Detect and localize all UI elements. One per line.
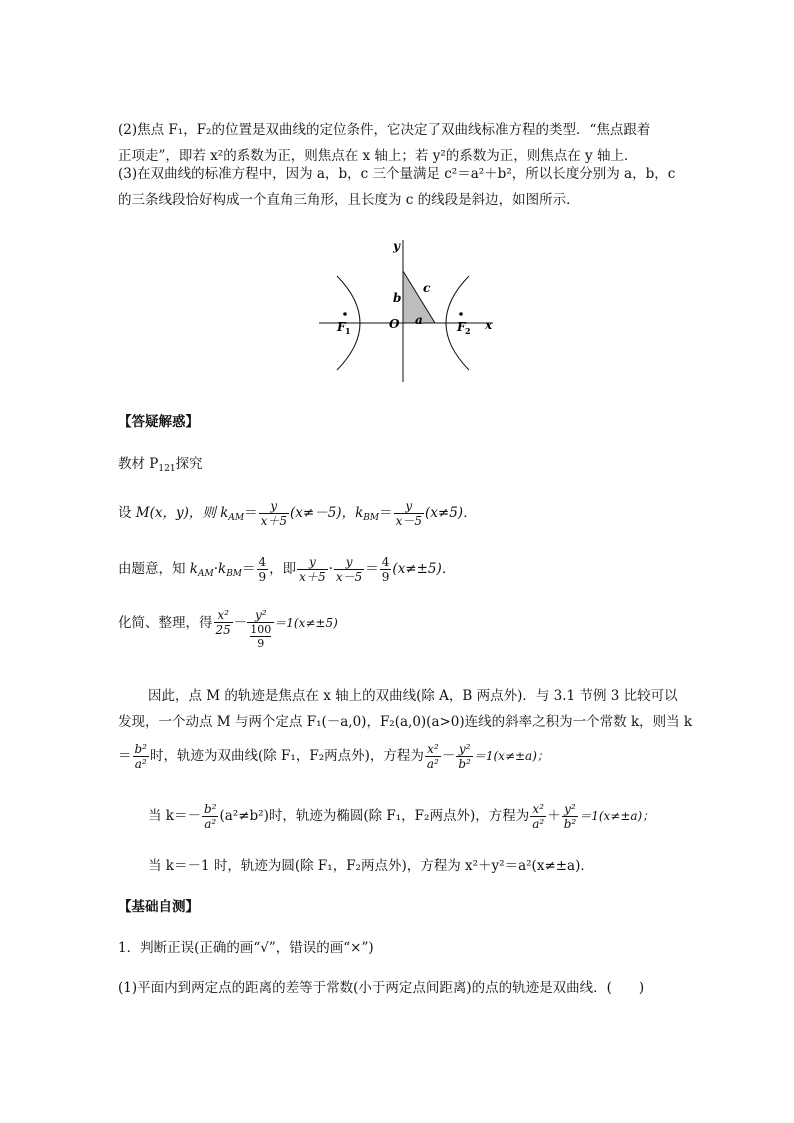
hyperbola-figure — [315, 236, 505, 384]
f1-label: F — [337, 320, 346, 334]
eq1-frac1-num: y — [259, 499, 289, 514]
equation-product — [118, 552, 678, 586]
y-axis-label: y — [393, 239, 400, 253]
eq3-f2-den-den: 9 — [257, 637, 265, 650]
eq2-pre: 由题意，知 — [118, 561, 190, 577]
pa3-minus: － — [441, 748, 456, 764]
pa3-mid: 时，轨迹为双曲线(除 F₁，F₂两点外)，方程为 — [150, 748, 424, 764]
pb-frac3 — [562, 802, 579, 831]
textbook-ref-text: 教材 P — [118, 456, 159, 472]
pb-f1-num: b² — [203, 802, 217, 816]
c-label: c — [423, 281, 431, 295]
paragraph-a-line3 — [118, 736, 678, 776]
eq2-dot1: · — [213, 561, 218, 577]
eq1-k2: k — [355, 505, 364, 521]
eq3-tail: ＝1(x≠±5) — [274, 616, 338, 630]
eq3-frac2 — [247, 606, 274, 650]
eq2-sub-am: AM — [197, 569, 214, 579]
pb-f2-den: a² — [532, 817, 545, 831]
eq1-frac1 — [259, 499, 289, 528]
equation-slopes — [118, 496, 678, 530]
eq2-frac3-num: 4 — [381, 555, 390, 569]
eq1-coords: (x，y)，则 — [149, 505, 221, 521]
pb-f3-num: y² — [562, 802, 579, 817]
eq3-f2-num: y² — [247, 608, 274, 623]
section-basic-heading: 【基础自测】 — [118, 899, 199, 915]
eq3-minus: － — [233, 615, 248, 631]
eq3-pre: 化简、整理，得 — [118, 615, 213, 631]
eq3-f1-num: x² — [214, 608, 233, 623]
eq2-f2-den: x－5 — [335, 570, 363, 584]
pa3-f2-num: x² — [425, 742, 441, 757]
pa3-f3-num: y² — [456, 742, 473, 757]
eq1-cond2: (x≠5)． — [425, 505, 477, 521]
x-axis-label: x — [485, 318, 493, 332]
pa3-f1-num: b² — [134, 742, 147, 756]
eq1-k1: k — [220, 505, 229, 521]
eq2-f1-num: y — [297, 555, 327, 570]
eq3-frac1 — [214, 608, 233, 637]
eq1-sub-bm: BM — [363, 513, 380, 523]
equation-simplified — [118, 606, 678, 666]
pb-f2-num: x² — [530, 802, 546, 817]
paragraph-3-line1: (3)在双曲线的标准方程中，因为 a，b，c 三个量满足 c²＝a²＋b²，所以长度分别为 a，b，c — [118, 166, 676, 182]
question-1-item-1: (1)平面内到两定点的距离的差等于常数(小于两定点间距离)的点的轨迹是双曲线．( ) — [118, 980, 645, 996]
pb-plus: ＋ — [547, 808, 561, 824]
eq2-frac2 — [334, 555, 364, 584]
eq2-frac-num: 4 — [258, 555, 267, 569]
textbook-reference — [118, 454, 678, 479]
paragraph-2-line1: (2)焦点 F₁，F₂的位置是双曲线的定位条件，它决定了双曲线标准方程的类型．“焦点跟着 — [118, 122, 651, 138]
eq1-frac2 — [394, 499, 424, 528]
f2-label: F — [457, 320, 466, 334]
eq1-pre: 设 — [118, 505, 136, 521]
textbook-ref-tail: 探究 — [175, 456, 203, 472]
eq2-mid: ，即 — [269, 561, 297, 577]
eq1-eq2: ＝ — [379, 505, 393, 521]
eq2-frac — [257, 555, 269, 584]
eq2-sub-bm: BM — [226, 569, 243, 579]
eq2-f2-num: y — [334, 555, 364, 570]
eq1-cond1: (x≠－5)， — [290, 505, 356, 521]
b-label: b — [393, 291, 402, 305]
eq2-eq1: ＝ — [242, 561, 256, 577]
eq1-eq1: ＝ — [244, 505, 258, 521]
paragraph-a-line2: 发现，一个动点 M 与两个定点 F₁(－a,0)，F₂(a,0)(a>0)连线的斜率之积为一个常数 k，则当 k — [118, 714, 693, 730]
eq2-k1: k — [189, 561, 198, 577]
pb-tail: ＝1(x≠±a)； — [579, 809, 655, 823]
eq1-frac2-den: x－5 — [395, 514, 423, 528]
pa3-f1-den: a² — [134, 757, 147, 771]
pb-mid: (a²≠b²)时，轨迹为椭圆(除 F₁，F₂两点外)，方程为 — [219, 808, 530, 824]
pb-pre: 当 k＝－ — [148, 808, 201, 824]
paragraph-a-line1: 因此，点 M 的轨迹是焦点在 x 轴上的双曲线(除 A，B 两点外)．与 3.1 节例 3 比较可以 — [148, 688, 678, 704]
pb-f1-den: a² — [204, 817, 217, 831]
eq2-frac3 — [380, 555, 392, 584]
eq2-eq2: ＝ — [365, 561, 379, 577]
pa3-f2-den: a² — [426, 757, 439, 771]
pa3-frac3 — [456, 742, 473, 771]
eq2-frac3-den: 9 — [381, 570, 390, 584]
f1-subscript: 1 — [345, 326, 351, 336]
eq2-dot2: · — [328, 561, 333, 577]
pa3-frac1 — [133, 742, 150, 771]
textbook-ref-sub: 121 — [158, 464, 176, 474]
origin-label: O — [389, 317, 400, 331]
eq3-f1-den: 25 — [215, 623, 231, 637]
paragraph-c: 当 k＝－1 时，轨迹为圆(除 F₁，F₂两点外)，方程为 x²＋y²＝a²(x≠±a)． — [148, 858, 594, 874]
eq1-sub-am: AM — [228, 513, 245, 523]
pb-f3-den: b² — [563, 817, 577, 831]
paragraph-3-line2: 的三条线段恰好构成一个直角三角形，且长度为 c 的线段是斜边，如图所示． — [118, 192, 580, 208]
pb-frac2 — [530, 802, 546, 831]
pa3-tail: ＝1(x≠±a)； — [473, 749, 549, 763]
eq2-frac1 — [297, 555, 327, 584]
eq2-k2: k — [218, 561, 227, 577]
paragraph-b — [148, 796, 708, 836]
section-qa-heading: 【答疑解惑】 — [118, 414, 199, 430]
paragraph-2-line2: 正项走”，即若 x²的系数为正，则焦点在 x 轴上；若 y²的系数为正，则焦点在 y 轴上． — [118, 148, 638, 164]
eq2-cond: (x≠±5)． — [392, 561, 456, 577]
pa3-pre: ＝ — [118, 748, 132, 764]
eq1-frac1-den: x＋5 — [260, 514, 288, 528]
pb-frac1 — [202, 802, 219, 831]
f2-subscript: 2 — [465, 326, 471, 336]
question-1-title: 1．判断正误(正确的画“√”，错误的画“×”) — [118, 940, 374, 956]
eq1-m: M — [135, 505, 150, 521]
eq2-frac-den: 9 — [258, 570, 267, 584]
eq2-f1-den: x＋5 — [299, 570, 326, 584]
eq1-frac2-num: y — [394, 499, 424, 514]
a-label: a — [415, 313, 423, 327]
pa3-f3-den: b² — [458, 757, 471, 771]
eq3-f2-den-num: 100 — [250, 623, 272, 636]
pa3-frac2 — [425, 742, 441, 771]
